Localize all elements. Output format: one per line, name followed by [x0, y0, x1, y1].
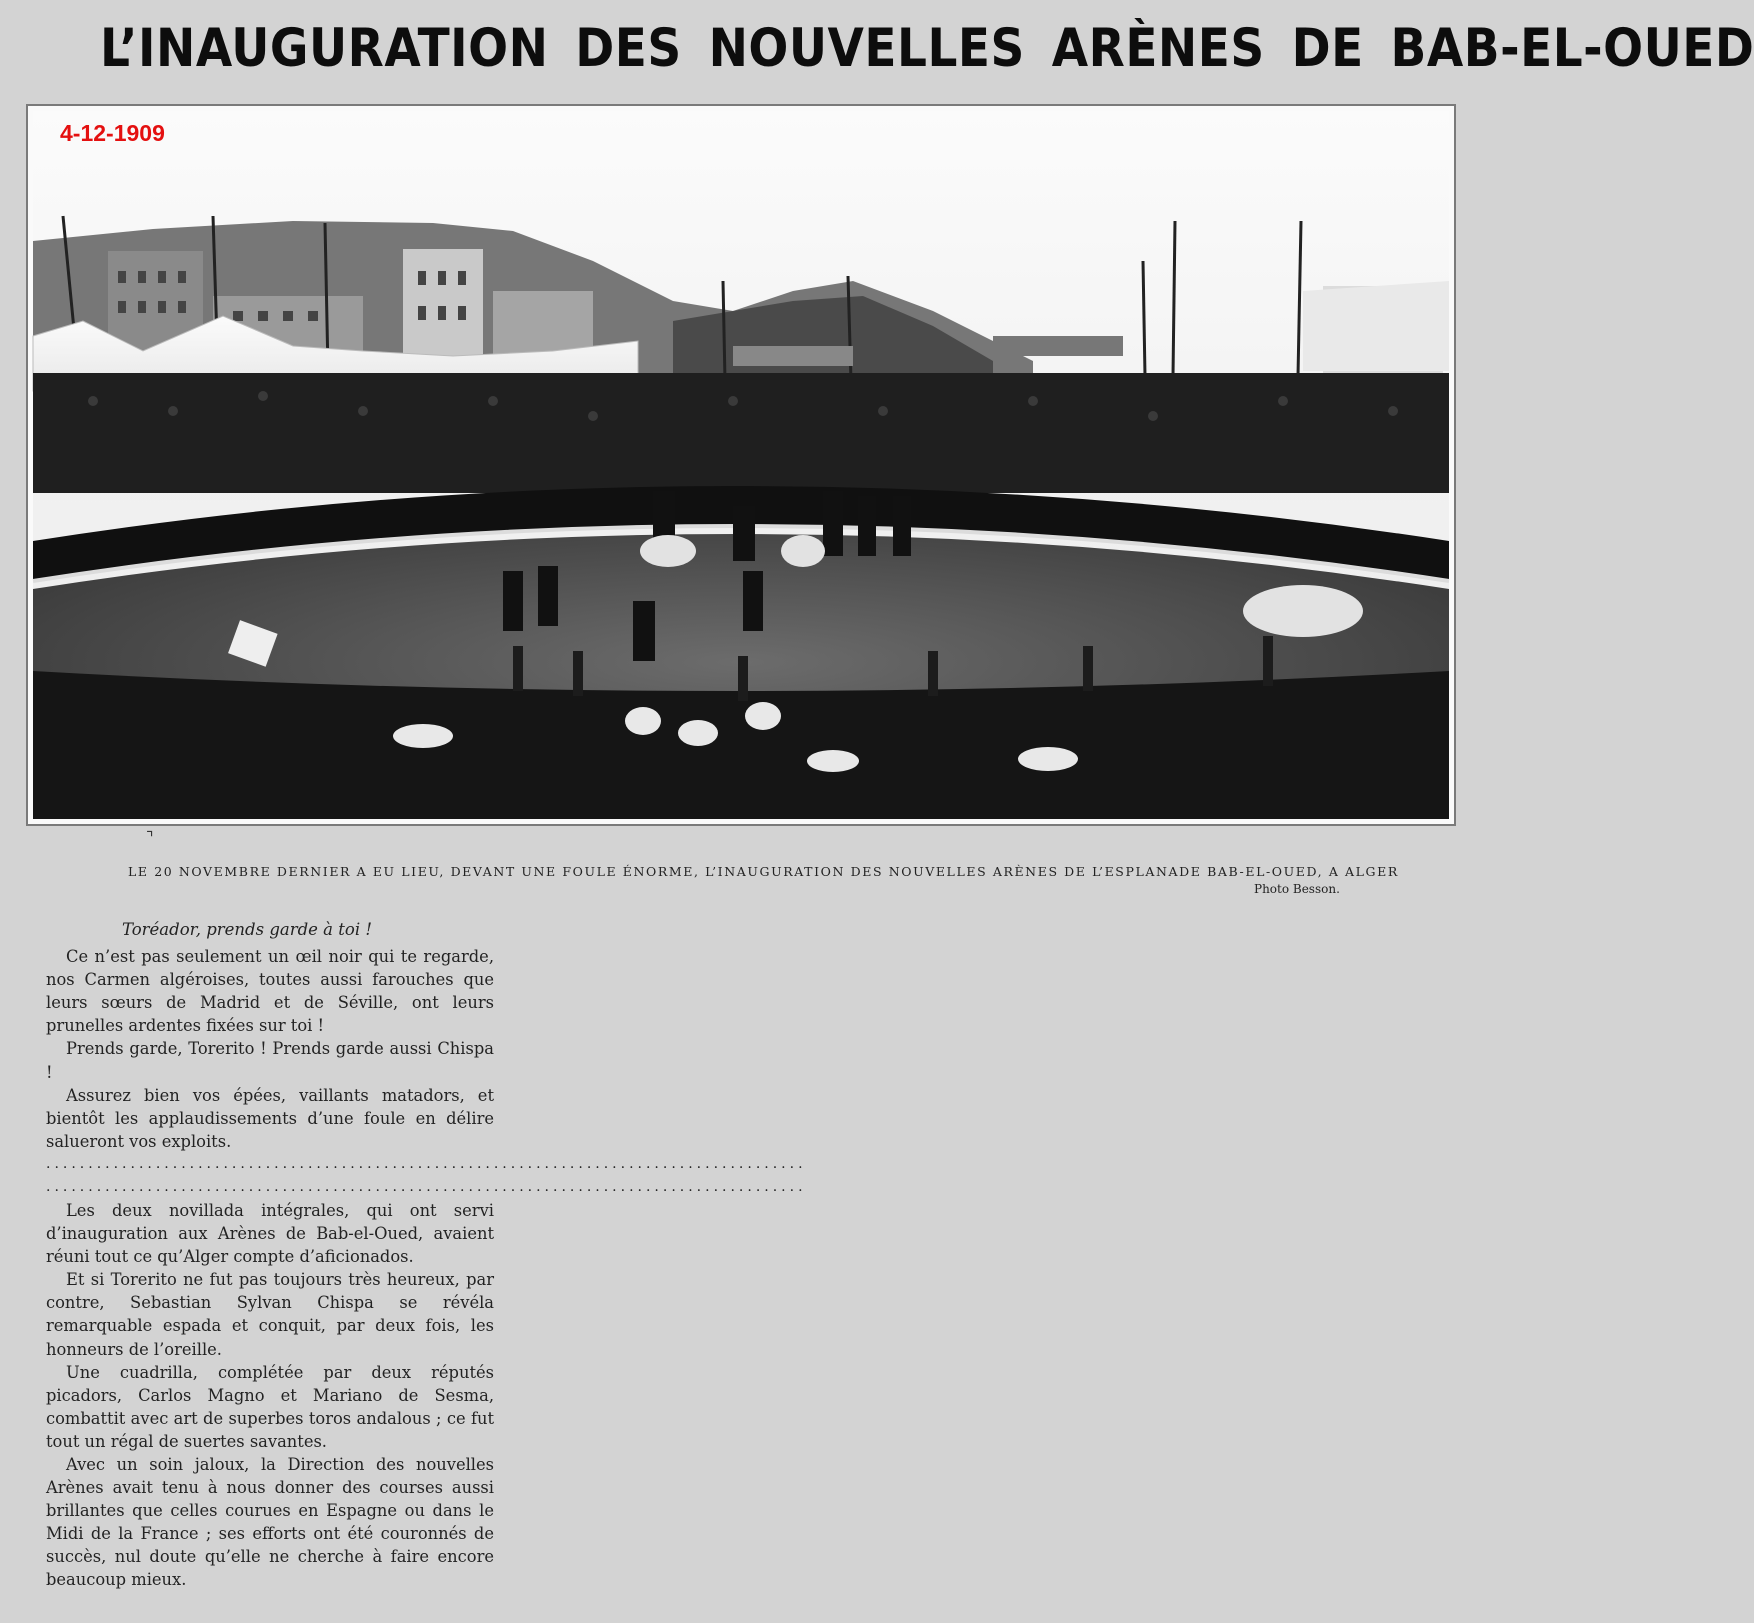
article-column	[46, 918, 807, 1592]
article-paragraph: Une cuadrilla, complétée par deux réputés picadors, Carlos Magno et Mariano de Sesma, combattit avec art de superbes toros andalous ; ce fut tout un régal de suertes savantes.	[46, 1362, 494, 1451]
article-paragraph: Et si Torerito ne fut pas toujours très heureux, par contre, Sebastian Sylvan Chispa se révéla remarquable espada et conquit, par deux fois, les honneurs de l’oreille.	[46, 1270, 494, 1359]
article-paragraph: Assurez bien vos épées, vaillants matadors, et bientôt les applaudissements d’une foule en délire salueront vos exploits.	[46, 1085, 494, 1151]
separator-dots: ..........................................................................................	[46, 1178, 807, 1195]
headline: L’INAUGURATION DES NOUVELLES ARÈNES DE BAB-EL-OUED	[100, 18, 1754, 80]
article-title: Toréador, prends garde à toi !	[122, 920, 372, 939]
photo-caption: LE 20 NOVEMBRE DERNIER A EU LIEU, DEVANT UNE FOULE ÉNORME, L’INAUGURATION DES NOUVELLES ARÈNES DE L’ESPLANADE BAB-EL-OUED, A ALGER	[128, 864, 1399, 879]
separator-dots: ..........................................................................................	[46, 1155, 807, 1172]
photo-frame	[26, 104, 1456, 826]
stray-mark: ⌝	[146, 828, 154, 847]
date-stamp: 4-12-1909	[60, 120, 165, 146]
photo-credit: Photo Besson.	[1254, 882, 1340, 896]
article-paragraph: Les deux novillada intégrales, qui ont servi d’inauguration aux Arènes de Bab-el-Oued, avaient réuni tout ce qu’Alger compte d’aficionados.	[46, 1200, 494, 1267]
arena-photo	[33, 111, 1449, 819]
article-paragraph: Avec un soin jaloux, la Direction des nouvelles Arènes avait tenu à nous donner des courses aussi brillantes que celles courues en Espagne ou dans le Midi de la France ; ses efforts ont été couronnés de succès, nul doute qu’elle ne cherche à faire encore beaucoup mieux.	[46, 1454, 494, 1590]
article-paragraph: Ce n’est pas seulement un œil noir qui te regarde, nos Carmen algéroises, toutes aussi farouches que leurs sœurs de Madrid et de Séville, ont leurs prunelles ardentes fixées sur toi !	[46, 947, 494, 1036]
article-paragraph: Prends garde, Torerito ! Prends garde aussi Chispa !	[46, 1039, 494, 1082]
